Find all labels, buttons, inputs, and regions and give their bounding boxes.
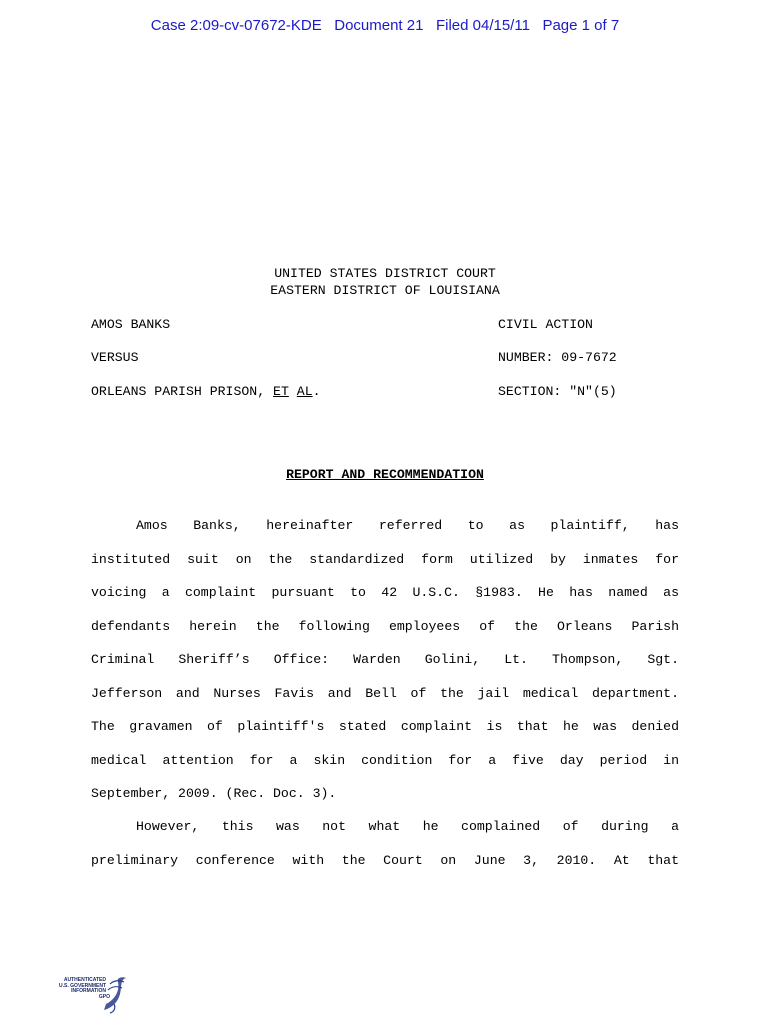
ecf-filing-header — [0, 17, 770, 34]
page-indicator: Page 1 of 7 — [542, 17, 620, 34]
body-line: Amos Banks, hereinafter referred to as plaintiff, has — [136, 518, 679, 533]
plaintiff-name: AMOS BANKS — [91, 317, 171, 332]
body-line: medical attention for a skin condition for a five day period in — [91, 752, 679, 768]
filed-date: Filed 04/15/11 — [435, 17, 530, 34]
court-district: EASTERN DISTRICT OF LOUISIANA — [270, 283, 500, 298]
paragraph-2 — [91, 818, 679, 885]
case-number-caption: NUMBER: 09-7672 — [498, 350, 617, 365]
body-line: The gravamen of plaintiff's stated complaint is that he was denied — [91, 719, 679, 734]
defendant-et: ET — [273, 384, 289, 399]
defendant-name — [91, 383, 321, 400]
versus-label: VERSUS — [91, 350, 139, 365]
defendant-al: AL — [296, 384, 313, 399]
body-line: preliminary conference with the Court on June 3, 2010. At that — [91, 852, 679, 868]
section-label: SECTION: "N"(5) — [498, 384, 617, 399]
gpo-authentication-logo — [44, 974, 130, 1014]
body-line: instituted suit on the standardized form utilized by inmates for — [91, 551, 679, 567]
document-title: REPORT AND RECOMMENDATION — [286, 467, 484, 482]
case-number: Case 2:09-cv-07672-KDE — [150, 17, 322, 34]
body-line: defendants herein the following employees of the Orleans Parish — [91, 618, 679, 634]
body-line: voicing a complaint pursuant to 42 U.S.C. §1983. He has named as — [91, 585, 679, 600]
body-line: Criminal Sheriff’s Office: Warden Golini, Lt. Thompson, Sgt. — [91, 652, 679, 667]
court-heading — [0, 265, 770, 299]
court-name: UNITED STATES DISTRICT COURT — [274, 266, 496, 281]
defendant-text: ORLEANS PARISH PRISON, — [91, 384, 274, 399]
civil-action-label: CIVIL ACTION — [498, 317, 593, 332]
body-line: Jefferson and Nurses Favis and Bell of the jail medical department. — [91, 685, 679, 701]
eagle-icon — [44, 974, 130, 1014]
defendant-period: . — [312, 384, 321, 399]
body-line: September, 2009. (Rec. Doc. 3). — [91, 786, 337, 801]
body-line: However, this was not what he complained of during a — [136, 819, 679, 834]
document-number: Document 21 — [334, 17, 424, 34]
gpo-logo-text: AUTHENTICATED U.S. GOVERNMENT INFORMATION GPO — [59, 977, 110, 1000]
paragraph-1 — [91, 517, 679, 819]
